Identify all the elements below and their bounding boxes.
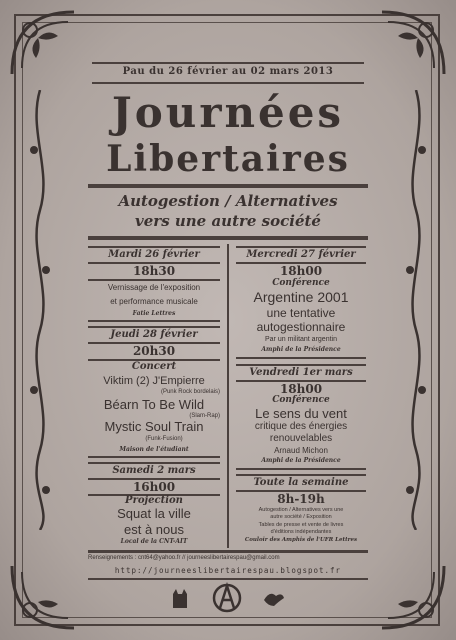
rule bbox=[236, 474, 366, 476]
rule bbox=[88, 326, 220, 328]
corner-ornament-icon bbox=[8, 8, 78, 78]
rule bbox=[88, 456, 220, 458]
exhibit-description: d'éditions indépendantes bbox=[270, 529, 332, 535]
time-label: 18h00 bbox=[279, 264, 323, 278]
exhibit-description: autre société / Exposition bbox=[270, 514, 332, 520]
side-ornament-icon bbox=[26, 90, 54, 530]
talk-title: renouvelables bbox=[269, 433, 333, 444]
subtitle-line-1: Autogestion / Alternatives bbox=[118, 192, 338, 210]
blog-url[interactable]: http://journeeslibertairespau.blogspot.fr bbox=[114, 566, 342, 575]
venue: Amphi de la Présidence bbox=[261, 457, 341, 464]
day-heading: Toute la semaine bbox=[253, 477, 349, 488]
rule bbox=[236, 364, 366, 366]
day-heading: Jeudi 28 février bbox=[110, 329, 198, 340]
subtitle-rule bbox=[88, 236, 368, 240]
film-title: est à nous bbox=[124, 522, 184, 537]
venue: Amphi de la Présidence bbox=[261, 346, 341, 353]
act-name: Béarn To Be Wild bbox=[103, 397, 205, 412]
event-type: Projection bbox=[125, 495, 183, 506]
event-description: Vernissage de l'exposition bbox=[107, 283, 201, 292]
side-ornament-icon bbox=[402, 90, 430, 530]
corner-ornament-icon bbox=[378, 8, 448, 78]
venue: Fatie Lettres bbox=[132, 310, 176, 317]
speaker: Par un militant argentin bbox=[265, 336, 337, 343]
rule bbox=[236, 357, 366, 359]
event-type: Concert bbox=[131, 361, 177, 372]
footer-rule bbox=[88, 578, 368, 580]
bird-logo-icon bbox=[262, 588, 286, 610]
time-label: 18h00 bbox=[279, 382, 323, 396]
rule bbox=[236, 468, 366, 470]
column-divider bbox=[227, 244, 229, 548]
event-type: Conférence bbox=[272, 395, 330, 405]
header-rule bbox=[92, 62, 364, 64]
talk-title: critique des énergies bbox=[254, 421, 348, 432]
title-line-2: Libertaires bbox=[106, 138, 350, 180]
act-name: Mystic Soul Train bbox=[104, 419, 204, 434]
exhibit-description: Tables de presse et vente de livres bbox=[258, 522, 344, 528]
time-label: 8h-19h bbox=[277, 492, 325, 506]
title-line-1: Journées bbox=[111, 88, 345, 137]
footer-rule bbox=[88, 550, 368, 553]
event-dates: Pau du 26 février au 02 mars 2013 bbox=[122, 66, 334, 77]
rule bbox=[88, 462, 220, 464]
event-type: Conférence bbox=[272, 278, 330, 288]
talk-title: une tentative bbox=[266, 306, 336, 320]
talk-title: autogestionnaire bbox=[256, 320, 346, 334]
time-label: 20h30 bbox=[132, 344, 176, 358]
title-rule bbox=[88, 184, 368, 188]
corner-ornament-icon bbox=[8, 562, 78, 632]
day-heading: Mardi 26 février bbox=[108, 249, 200, 260]
talk-title: Le sens du vent bbox=[255, 406, 347, 421]
time-label: 16h00 bbox=[132, 480, 176, 494]
act-genre: (Punk Rock bordelais) bbox=[160, 389, 220, 395]
talk-title: Argentine 2001 bbox=[253, 289, 349, 305]
rule bbox=[88, 320, 220, 322]
contact-info: Renseignements : cnt64@yahoo.fr // journeeslibertairespau@gmail.com bbox=[88, 555, 280, 561]
act-genre: (Slam-Rap) bbox=[189, 413, 220, 419]
rule bbox=[88, 246, 220, 248]
venue: Local de la CNT-AIT bbox=[120, 538, 188, 545]
act-genre: (Funk-Fusion) bbox=[145, 436, 183, 442]
rule bbox=[236, 246, 366, 248]
venue: Couloir des Amphis de l'UFR Lettres bbox=[244, 537, 358, 543]
subtitle-line-2: vers une autre société bbox=[135, 212, 321, 230]
rule bbox=[88, 279, 220, 281]
act-name: Viktim (2) J'Empierre bbox=[103, 375, 205, 387]
anarchy-logo-icon bbox=[212, 582, 242, 614]
day-heading: Mercredi 27 février bbox=[246, 249, 356, 260]
film-title: Squat la ville bbox=[117, 506, 191, 521]
event-description: et performance musicale bbox=[110, 297, 198, 306]
time-label: 18h30 bbox=[132, 264, 176, 278]
venue: Maison de l'étudiant bbox=[119, 446, 189, 453]
speaker: Arnaud Michon bbox=[274, 446, 328, 455]
cat-logo-icon bbox=[170, 586, 190, 610]
corner-ornament-icon bbox=[378, 562, 448, 632]
day-heading: Samedi 2 mars bbox=[112, 465, 196, 476]
day-heading: Vendredi 1er mars bbox=[249, 367, 353, 378]
header-rule bbox=[92, 82, 364, 84]
exhibit-description: Autogestion / Alternatives vers une bbox=[258, 507, 344, 513]
